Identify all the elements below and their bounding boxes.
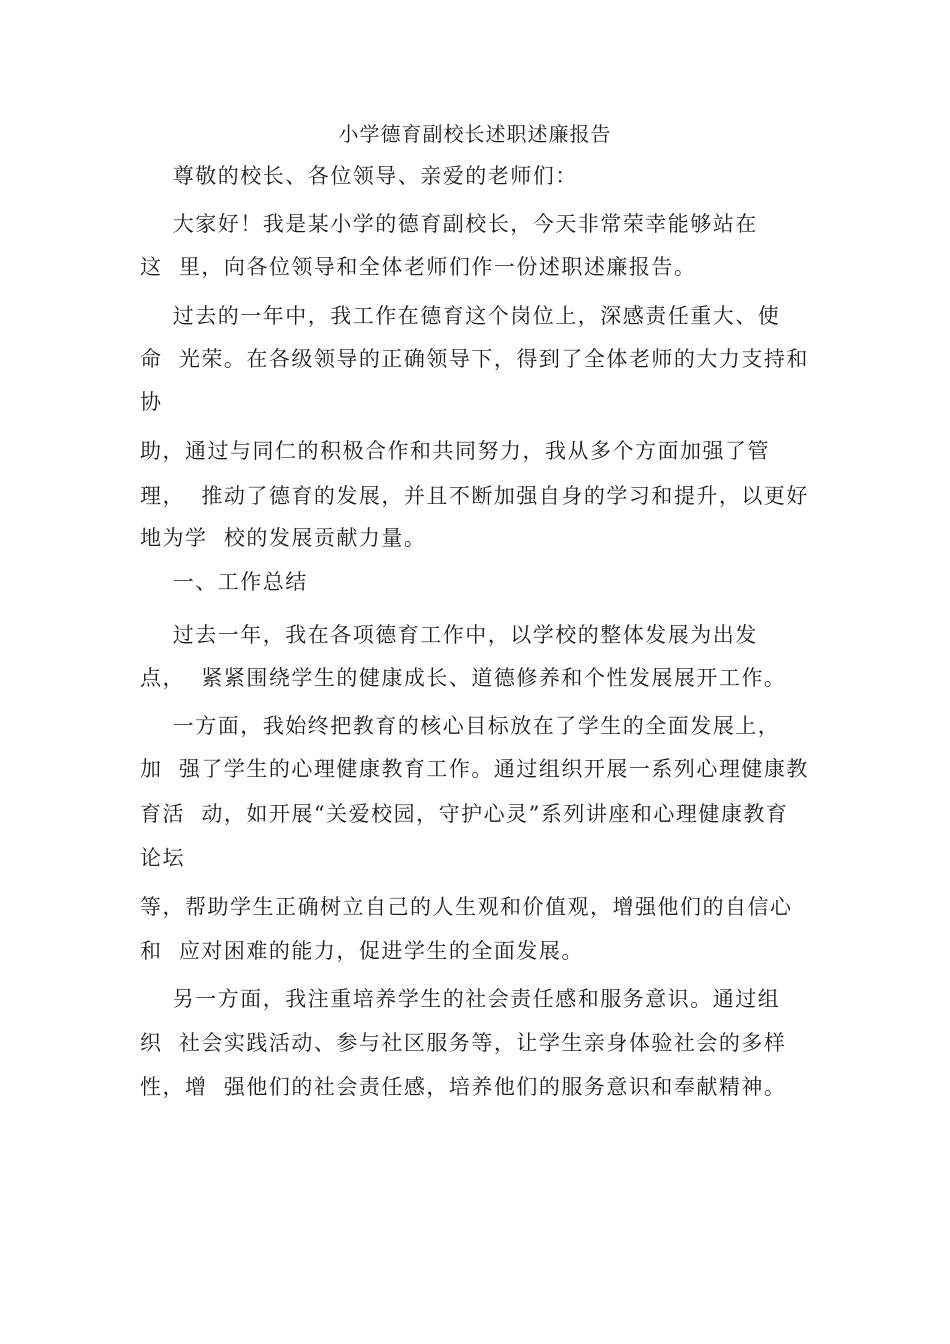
text-line: 地为学 校的发展贡献力量。 — [140, 526, 427, 550]
text-line: 尊敬的校长、各位领导、亲爱的老师们： — [140, 164, 578, 188]
text-line: 织 社会实践活动、参与社区服务等，让学生亲身体验社会的多样 — [140, 1031, 787, 1055]
text-line: 这 里，向各位领导和全体老师们作一份述职述廉报告。 — [140, 255, 697, 279]
document-title: 小学德育副校长述职述廉报告 — [338, 122, 612, 146]
text-line: 育活 动，如开展“关爱校园，守护心灵”系列讲座和心理健康教育 — [140, 802, 789, 826]
text-line: 等，帮助学生正确树立自己的人生观和价值观，增强他们的自信心 — [140, 895, 793, 919]
text-line: 助，通过与同仁的积极合作和共同努力，我从多个方面加强了管 — [140, 439, 770, 463]
text-line: 论坛 — [140, 846, 185, 870]
text-line: 加 强了学生的心理健康教育工作。通过组织开展一系列心理健康教 — [140, 757, 809, 781]
text-line: 过去的一年中，我工作在德育这个岗位上，深感责任重大、使 — [140, 304, 781, 328]
text-line: 点， 紧紧围绕学生的健康成长、道德修养和个性发展展开工作。 — [140, 666, 787, 690]
text-line: 命 光荣。在各级领导的正确领导下，得到了全体老师的大力支持和 — [140, 347, 809, 371]
section-heading: 一、工作总结 — [140, 570, 308, 594]
text-line: 理， 推动了德育的发展，并且不断加强自身的学习和提升，以更好 — [140, 484, 809, 508]
text-line: 另一方面，我注重培养学生的社会责任感和服务意识。通过组 — [140, 987, 781, 1011]
text-line: 和 应对困难的能力，促进学生的全面发展。 — [140, 939, 584, 963]
text-line: 性，增 强他们的社会责任感，培养他们的服务意识和奉献精神。 — [140, 1075, 787, 1099]
text-line: 一方面，我始终把教育的核心目标放在了学生的全面发展上， — [140, 714, 781, 738]
text-line: 大家好！我是某小学的德育副校长，今天非常荣幸能够站在 — [140, 212, 758, 236]
text-line: 过去一年，我在各项德育工作中，以学校的整体发展为出发 — [140, 623, 758, 647]
text-line: 协 — [140, 390, 163, 414]
